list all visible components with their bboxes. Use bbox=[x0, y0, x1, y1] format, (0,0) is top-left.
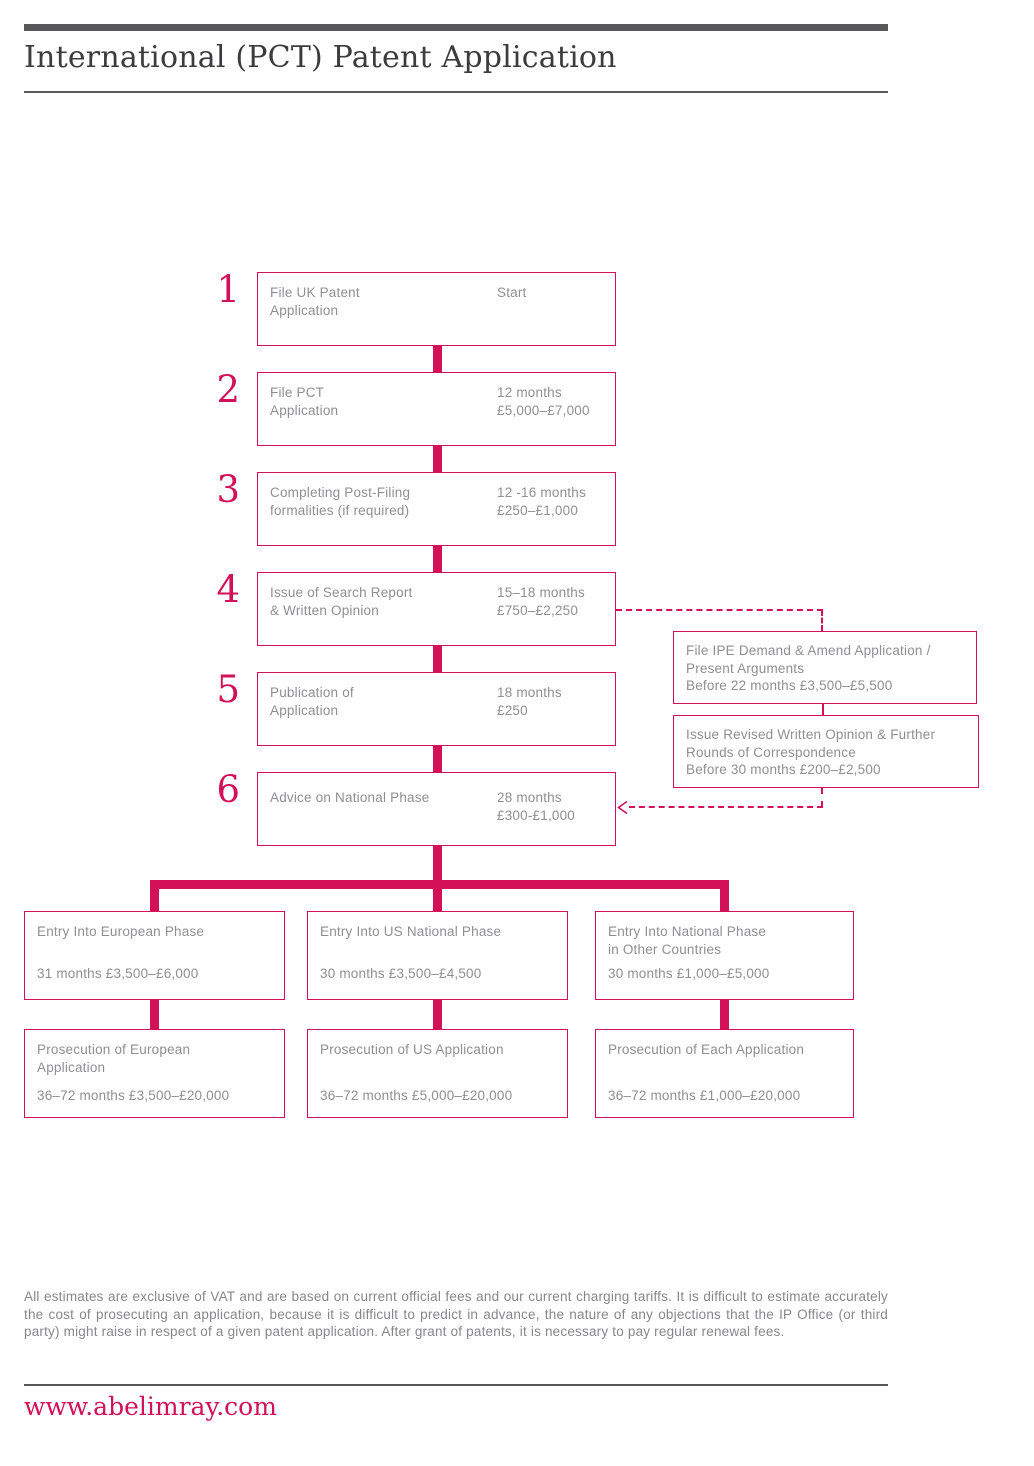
step-number-2: 2 bbox=[216, 368, 240, 411]
step-detail: 28 months £300-£1,000 bbox=[497, 790, 576, 823]
entry-label: Entry Into National Phase in Other Countries bbox=[608, 924, 767, 957]
connector-ipe-to-revised bbox=[822, 704, 824, 715]
branch-drop-left bbox=[150, 880, 159, 911]
prosecution-box-us bbox=[307, 1029, 568, 1118]
step-label: Publication of Application bbox=[270, 685, 354, 718]
entry-box-us-national-phase bbox=[307, 911, 568, 1000]
entry-detail: 30 months £1,000–£5,000 bbox=[608, 966, 770, 981]
entry-label: Entry Into US National Phase bbox=[320, 924, 502, 939]
entry-detail: 31 months £3,500–£6,000 bbox=[37, 966, 199, 981]
prosecution-box-each bbox=[595, 1029, 854, 1118]
side-box-ipe-demand bbox=[673, 631, 977, 704]
branch-drop-right bbox=[720, 880, 729, 911]
prosecution-label: Prosecution of European Application bbox=[37, 1042, 191, 1075]
dashed-line-step4-to-side bbox=[616, 609, 823, 611]
step-detail: Start bbox=[497, 285, 527, 300]
drop-other-prosecution bbox=[720, 999, 729, 1029]
step-number-1: 1 bbox=[216, 268, 240, 311]
side-box-text: File IPE Demand & Amend Application / Present Arguments Before 22 months £3,500–£5,500 bbox=[686, 643, 931, 693]
step-label: Completing Post-Filing formalities (if required) bbox=[270, 485, 411, 518]
connector-step1-step2 bbox=[433, 346, 442, 372]
step-box-search-report bbox=[257, 572, 616, 646]
connector-step2-step3 bbox=[433, 446, 442, 472]
step-box-publication bbox=[257, 672, 616, 746]
drop-european-prosecution bbox=[150, 999, 159, 1029]
side-box-revised-opinion bbox=[673, 715, 979, 788]
step-label: Advice on National Phase bbox=[270, 790, 430, 805]
prosecution-detail: 36–72 months £3,500–£20,000 bbox=[37, 1088, 230, 1103]
prosecution-label: Prosecution of US Application bbox=[320, 1042, 504, 1057]
page-title: International (PCT) Patent Application bbox=[24, 40, 617, 75]
title-rule bbox=[24, 91, 888, 93]
prosecution-box-european bbox=[24, 1029, 285, 1118]
drop-us-prosecution bbox=[433, 999, 442, 1029]
step-number-3: 3 bbox=[216, 468, 240, 511]
entry-detail: 30 months £3,500–£4,500 bbox=[320, 966, 482, 981]
prosecution-detail: 36–72 months £5,000–£20,000 bbox=[320, 1088, 513, 1103]
prosecution-label: Prosecution of Each Application bbox=[608, 1042, 805, 1057]
entry-label: Entry Into European Phase bbox=[37, 924, 205, 939]
step-number-4: 4 bbox=[216, 568, 240, 611]
disclaimer-text: All estimates are exclusive of VAT and are based on current official fees and our current charging tariffs. It is difficult to estimate accurately the cost of prosecuting an application, because it is difficult to predict in advance, the nature of any objections that the IP Office (or third party) might raise in respect of a given patent application. After grant of patents, it is necessary to pay regular renewal fees. bbox=[24, 1289, 888, 1339]
connector-step5-step6 bbox=[433, 746, 442, 772]
dashed-line-down-from-revised bbox=[821, 788, 823, 807]
website-link[interactable]: www.abelimray.com bbox=[24, 1392, 277, 1421]
step-label: Issue of Search Report & Written Opinion bbox=[270, 585, 413, 618]
step-label: File PCT Application bbox=[270, 385, 339, 418]
dashed-line-down-to-ipe-box bbox=[821, 610, 823, 631]
step-number-5: 5 bbox=[216, 668, 240, 711]
entry-box-other-countries bbox=[595, 911, 854, 1000]
arrowhead-left-icon bbox=[616, 800, 629, 815]
connector-step4-step5 bbox=[433, 646, 442, 672]
side-box-text: Issue Revised Written Opinion & Further Rounds of Correspondence Before 30 months £200–£2,500 bbox=[686, 727, 936, 777]
dashed-line-side-to-step6 bbox=[629, 806, 823, 808]
step-box-national-phase-advice bbox=[257, 772, 616, 846]
step-detail: 12 months £5,000–£7,000 bbox=[497, 385, 590, 418]
step-box-post-filing-formalities bbox=[257, 472, 616, 546]
step-detail: 18 months £250 bbox=[497, 685, 562, 718]
step-label: File UK Patent Application bbox=[270, 285, 360, 318]
step-detail: 15–18 months £750–£2,250 bbox=[497, 585, 585, 618]
entry-box-european-phase bbox=[24, 911, 285, 1000]
top-rule-thick bbox=[24, 24, 888, 31]
step-number-6: 6 bbox=[216, 768, 240, 811]
connector-step3-step4 bbox=[433, 546, 442, 572]
step-box-file-uk-application bbox=[257, 272, 616, 346]
branch-horizontal-bar bbox=[150, 880, 729, 889]
step-box-file-pct-application bbox=[257, 372, 616, 446]
footer-rule bbox=[24, 1384, 888, 1386]
prosecution-detail: 36–72 months £1,000–£20,000 bbox=[608, 1088, 801, 1103]
connector-step6-branch bbox=[433, 846, 442, 911]
step-detail: 12 -16 months £250–£1,000 bbox=[497, 485, 586, 518]
